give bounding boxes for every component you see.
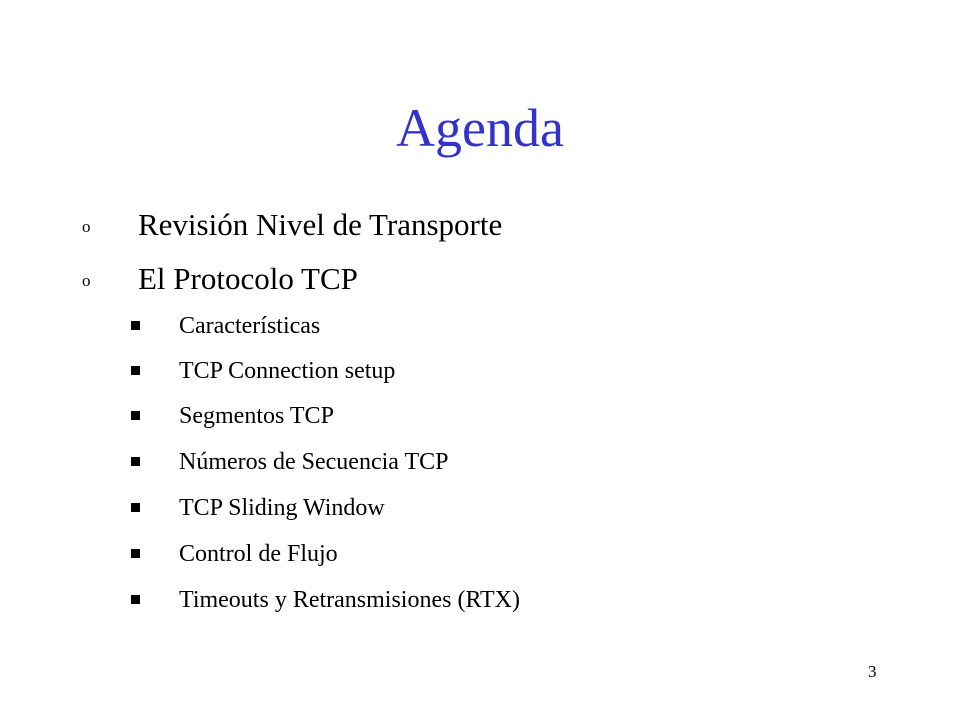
square-bullet-icon	[131, 595, 140, 604]
sub-item-label: TCP Sliding Window	[179, 495, 385, 521]
sub-item-label: Características	[179, 313, 321, 339]
page-number: 3	[868, 662, 877, 681]
square-bullet-icon	[131, 457, 140, 466]
slide-title: Agenda	[396, 98, 564, 158]
sub-item-label: Timeouts y Retransmisiones (RTX)	[179, 587, 521, 613]
square-bullet-icon	[131, 503, 140, 512]
agenda-item-label: Revisión Nivel de Transporte	[138, 207, 503, 242]
square-bullet-icon	[131, 321, 140, 330]
agenda-item-label: El Protocolo TCP	[138, 261, 358, 296]
sub-item-label: Control de Flujo	[179, 541, 338, 567]
square-bullet-icon	[131, 411, 140, 420]
bullet-o-icon: o	[82, 271, 91, 290]
bullet-o-icon: o	[82, 217, 91, 236]
sub-item-label: Segmentos TCP	[179, 403, 334, 429]
square-bullet-icon	[131, 549, 140, 558]
sub-item-label: TCP Connection setup	[179, 358, 396, 384]
square-bullet-icon	[131, 366, 140, 375]
sub-item-label: Números de Secuencia TCP	[179, 449, 449, 475]
